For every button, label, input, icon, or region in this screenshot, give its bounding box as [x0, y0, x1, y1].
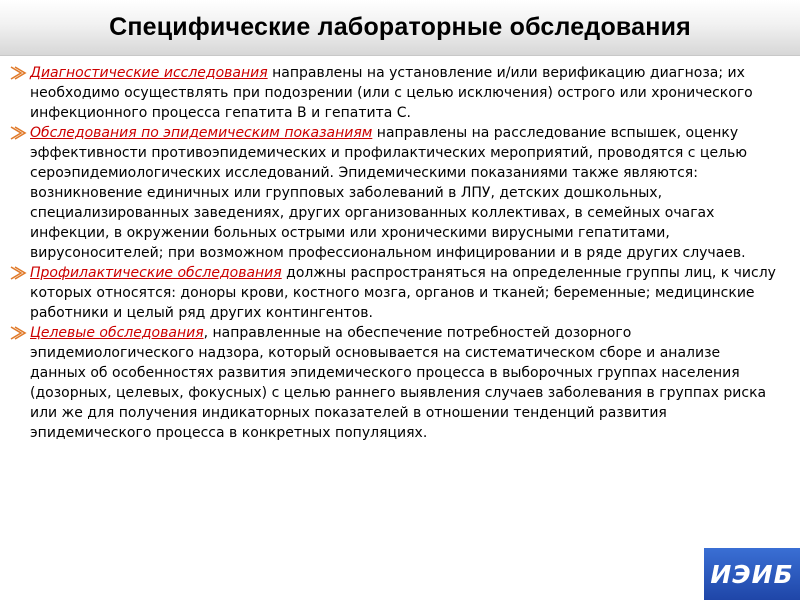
- bullet-text: , направленные на обеспечение потребностей дозорного эпидемиологического надзора, который основывается на систематическом сборе и анализе данных об особенностях развития эпидемического процесса в выборочных группах населения (дозорных, целевых, фокусных) с целью раннего выявления случаев заболевания в группах риска или же для получения индикаторных показателей в отношении тенденций развития эпидемического процесса в конкретных популяциях.: [30, 325, 767, 441]
- arrowhead-bullet-icon: [10, 66, 29, 80]
- arrowhead-bullet-icon: [10, 126, 29, 140]
- organization-logo: [704, 548, 800, 600]
- bullet-text: направлены на установление и/или верификацию диагноза; их необходимо осуществлять при подозрении (или с целью исключения) острого или хронического инфекционного процесса гепатита В и гепатита С.: [30, 65, 753, 121]
- bullet-term: Целевые обследования: [30, 325, 204, 341]
- bullet-item-targeted: [10, 323, 780, 443]
- bullet-item-epidemic: [10, 123, 780, 263]
- arrowhead-bullet-icon: [10, 326, 29, 340]
- bullet-text: должны распространяться на определенные группы лиц, к числу которых относятся: доноры крови, костного мозга, органов и тканей; беременные; медицинские работники и целый ряд других контингентов.: [30, 265, 776, 321]
- slide-content: [10, 63, 780, 443]
- title-bar: [0, 0, 800, 56]
- bullet-term: Профилактические обследования: [30, 265, 282, 281]
- bullet-item-diagnostic: [10, 63, 780, 123]
- bullet-item-preventive: [10, 263, 780, 323]
- bullet-term: Диагностические исследования: [30, 65, 268, 81]
- arrowhead-bullet-icon: [10, 266, 29, 280]
- bullet-text: направлены на расследование вспышек, оценку эффективности противоэпидемических и профилактических мероприятий, проводятся с целью сероэпидемиологических исследований. Эпидемическими показаниями также являются: возникновение единичных или групповых заболеваний в ЛПУ, детских дошкольных, специализированных заведениях, других организованных коллективах, в семейных очагах инфекции, в окружении больных острыми или хроническими вирусными гепатитами, вирусоносителей; при возможном профессиональном инфицировании и в ряде других случаев.: [30, 125, 748, 261]
- bullet-term: Обследования по эпидемическим показаниям: [30, 125, 373, 141]
- slide-title: Специфические лабораторные обследования: [109, 13, 691, 41]
- logo-text: ИЭИБ: [710, 559, 794, 589]
